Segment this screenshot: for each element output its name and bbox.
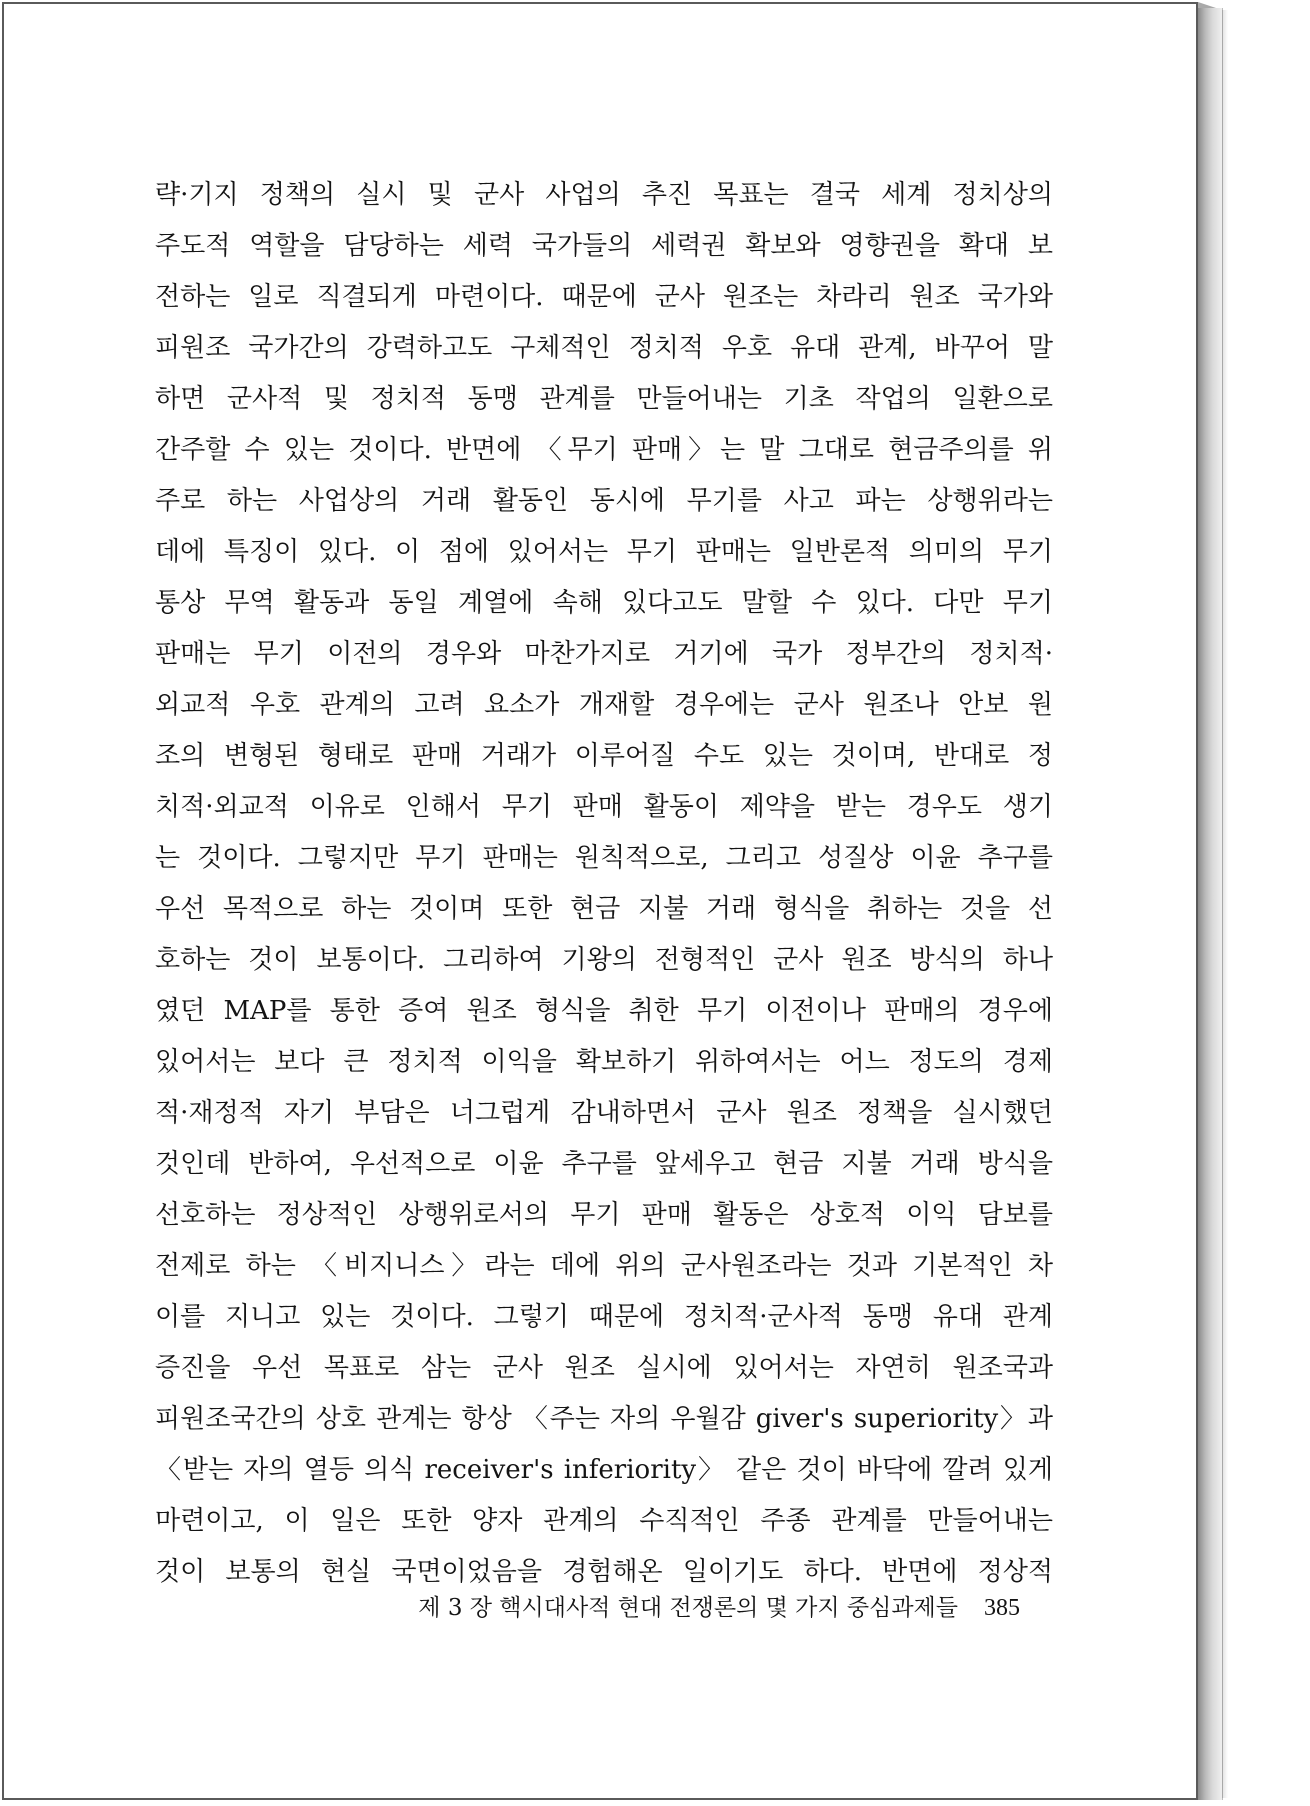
body-line: 데에 특징이 있다. 이 점에 있어서는 무기 판매는 일반론적 의미의 무기 <box>155 537 1053 567</box>
running-footer <box>360 1588 1020 1628</box>
body-line: 피원조 국가간의 강력하고도 구체적인 정치적 우호 유대 관계, 바꾸어 말 <box>155 333 1053 363</box>
body-line: 주로 하는 사업상의 거래 활동인 동시에 무기를 사고 파는 상행위라는 <box>155 486 1053 516</box>
body-line: 마련이고, 이 일은 또한 양자 관계의 수직적인 주종 관계를 만들어내는 <box>155 1506 1053 1536</box>
body-line: 판매는 무기 이전의 경우와 마찬가지로 거기에 국가 정부간의 정치적· <box>155 639 1053 669</box>
body-line: 조의 변형된 형태로 판매 거래가 이루어질 수도 있는 것이며, 반대로 정 <box>155 741 1053 771</box>
body-line: 였던 MAP를 통한 증여 원조 형식을 취한 무기 이전이나 판매의 경우에 <box>155 996 1053 1026</box>
page-edge-shadow <box>1222 10 1228 1798</box>
body-line: 우선 목적으로 하는 것이며 또한 현금 지불 거래 형식을 취하는 것을 선 <box>155 894 1053 924</box>
body-line: 통상 무역 활동과 동일 계열에 속해 있다고도 말할 수 있다. 다만 무기 <box>155 588 1053 618</box>
body-line: 간주할 수 있는 것이다. 반면에 〈무기 판매〉는 말 그대로 현금주의를 위 <box>155 435 1053 465</box>
body-line: 〈받는 자의 열등 의식 receiver's inferiority〉 같은 것이 바닥에 깔려 있게 <box>155 1455 1053 1485</box>
page-stack-edge <box>1198 8 1223 1800</box>
page-number: 385 <box>984 1595 1020 1621</box>
body-line: 호하는 것이 보통이다. 그리하여 기왕의 전형적인 군사 원조 방식의 하나 <box>155 945 1053 975</box>
body-line: 전하는 일로 직결되게 마련이다. 때문에 군사 원조는 차라리 원조 국가와 <box>155 282 1053 312</box>
body-line: 는 것이다. 그렇지만 무기 판매는 원칙적으로, 그리고 성질상 이윤 추구를 <box>155 843 1053 873</box>
body-line: 것이 보통의 현실 국면이었음을 경험해온 일이기도 하다. 반면에 정상적 <box>155 1557 1053 1587</box>
body-line: 략·기지 정책의 실시 및 군사 사업의 추진 목표는 결국 세계 정치상의 <box>155 180 1053 210</box>
body-line: 외교적 우호 관계의 고려 요소가 개재할 경우에는 군사 원조나 안보 원 <box>155 690 1053 720</box>
body-line: 선호하는 정상적인 상행위로서의 무기 판매 활동은 상호적 이익 담보를 <box>155 1200 1053 1230</box>
body-line: 치적·외교적 이유로 인해서 무기 판매 활동이 제약을 받는 경우도 생기 <box>155 792 1053 822</box>
body-line: 있어서는 보다 큰 정치적 이익을 확보하기 위하여서는 어느 정도의 경제 <box>155 1047 1053 1077</box>
body-line: 이를 지니고 있는 것이다. 그렇기 때문에 정치적·군사적 동맹 유대 관계 <box>155 1302 1053 1332</box>
chapter-title: 제 3 장 핵시대사적 현대 전쟁론의 몇 가지 중심과제들 <box>418 1595 958 1621</box>
body-line: 주도적 역할을 담당하는 세력 국가들의 세력권 확보와 영향권을 확대 보 <box>155 231 1053 261</box>
body-line: 피원조국간의 상호 관계는 항상 〈주는 자의 우월감 giver's superiority〉과 <box>155 1404 1053 1434</box>
body-line: 증진을 우선 목표로 삼는 군사 원조 실시에 있어서는 자연히 원조국과 <box>155 1353 1053 1383</box>
body-line: 하면 군사적 및 정치적 동맹 관계를 만들어내는 기초 작업의 일환으로 <box>155 384 1053 414</box>
body-line: 적·재정적 자기 부담은 너그럽게 감내하면서 군사 원조 정책을 실시했던 <box>155 1098 1053 1128</box>
body-text <box>155 170 1053 1598</box>
body-line: 것인데 반하여, 우선적으로 이윤 추구를 앞세우고 현금 지불 거래 방식을 <box>155 1149 1053 1179</box>
body-line: 전제로 하는 〈비지니스〉라는 데에 위의 군사원조라는 것과 기본적인 차 <box>155 1251 1053 1281</box>
